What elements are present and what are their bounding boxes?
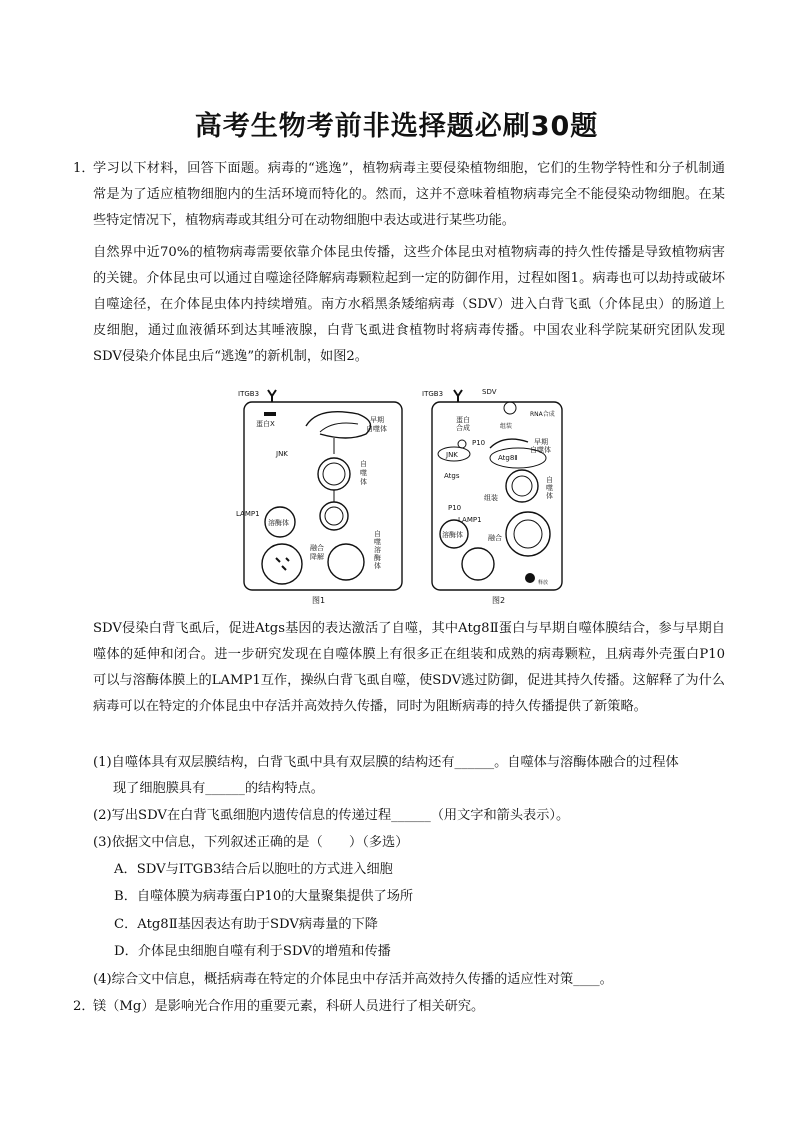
fig2-autophagosome: [506, 470, 538, 502]
fig2-early-membrane: [490, 439, 528, 448]
fig1-protein-x-icon: [264, 412, 276, 416]
fig1-auto-label-3: 体: [360, 478, 367, 486]
question-1-number: 1．: [73, 161, 95, 176]
fig1-jnk-label: JNK: [276, 450, 288, 458]
figure-2: [422, 388, 555, 605]
fig2-rna-label: RNA合成: [530, 411, 555, 418]
fig1-lyso-label: 溶酶体: [268, 519, 289, 527]
fig1-autolysosome: [328, 544, 364, 580]
fig1-early-label2: 自噬体: [366, 425, 387, 433]
fig1-al-label-1: 自: [374, 530, 381, 538]
fig1-degrade-label-2: 降解: [310, 553, 324, 561]
fig2-p-marker-icon: [458, 440, 466, 448]
fig1-early-inner-membrane: [320, 423, 358, 432]
fig2-assemble-label: 组装: [484, 494, 498, 502]
fig2-jnk-label: JNK: [446, 451, 458, 459]
fig1-early-label: 早期: [370, 416, 384, 424]
fig1-caption: 图1: [312, 596, 326, 605]
fig2-auto-label-1: 自: [546, 476, 553, 484]
fig2-released-virus-icon: [525, 573, 535, 583]
fig1-al-label-3: 溶: [374, 546, 381, 554]
fig1-lamp1-label: LAMP1: [236, 510, 260, 518]
question-1-intro: 学习以下材料，回答下面题。病毒的“逃逸”，植物病毒主要侵染植物细胞，它们的生物学特性和分子机制通常是为了适应植物细胞内的生活环境而特化的。然而，这并不意味着植物病毒完全不能侵染动物细胞。在某些特定情况下，植物病毒或其组分可在动物细胞中表达或进行某些功能。: [93, 161, 725, 228]
fig2-auto-label-2: 噬: [546, 484, 553, 492]
option-c: C．Atg8Ⅱ基因表达有助于SDV病毒量的下降: [114, 917, 378, 932]
option-d: D．介体昆虫细胞自噬有利于SDV的增殖和传播: [114, 944, 391, 959]
fig2-early-label2: 自噬体: [530, 446, 551, 454]
fig1-al-label-2: 噬: [374, 538, 381, 546]
fig2-atg8-label: Atg8Ⅱ: [498, 454, 518, 462]
fig2-lyso-label: 溶酶体: [442, 531, 463, 539]
fig1-auto-label-1: 自: [360, 460, 367, 468]
fig1-auto-label-2: 噬: [360, 469, 367, 477]
fig2-caption: 图2: [492, 596, 506, 605]
fig2-itgb3-receptor-icon: [454, 390, 462, 402]
fig1-autolysosome-left: [262, 544, 302, 584]
fig1-degrade-label-1: 融合: [310, 544, 324, 552]
question-1-mechanism: SDV侵染白背飞虱后，促进Atgs基因的表达激活了自噬，其中Atg8Ⅱ蛋白与早期自噬体膜结合，参与早期自噬体的延伸和闭合。进一步研究发现在自噬体膜上有很多正在组装和成熟的病毒颗粒，且病毒外壳蛋白P10可以与溶酶体膜上的LAMP1互作，操纵白背飞虱自噬，使SDV逃过防御，促进其持久传播。这解释了为什么病毒可以在特定的介体昆虫中存活并高效持久传播，同时为阻断病毒的持久传播提供了新策略。: [93, 621, 725, 714]
option-a: A．SDV与ITGB3结合后以胞吐的方式进入细胞: [114, 862, 393, 877]
question-2-text: 镁（Mg）是影响光合作用的重要元素，科研人员进行了相关研究。: [93, 999, 485, 1014]
sub-question-1-line-1: (1)自噬体具有双层膜结构，白背飞虱中具有双层膜的结构还有______。自噬体与溶酶体融合的过程体: [93, 755, 679, 770]
sub-question-1-line-2: 现了细胞膜具有______的结构特点。: [113, 781, 324, 796]
fig2-p10b-label: P10: [448, 504, 462, 512]
question-2-number: 2．: [73, 999, 95, 1014]
sub-question-1: [93, 750, 725, 802]
fig1-autophagosome-2: [320, 502, 348, 530]
sub-question-4: (4)综合文中信息，概括病毒在特定的介体昆虫中存活并高效持久传播的适应性对策____。: [93, 972, 613, 987]
fig1-al-label-4: 酶: [374, 554, 381, 562]
option-b: B．自噬体膜为病毒蛋白P10的大量聚集提供了场所: [114, 889, 414, 904]
fig2-protein-label-2: 合成: [456, 424, 470, 432]
fig2-itgb3-label: ITGB3: [422, 390, 444, 398]
sub-question-3: (3)依据文中信息，下列叙述正确的是（ ）（多选）: [93, 835, 409, 850]
figure-autophagy-diagrams: [228, 382, 578, 608]
fig2-autophagosome-inner: [512, 476, 532, 496]
fig1-al-label-5: 体: [374, 562, 381, 570]
fig1-autophagosome-2-inner: [325, 507, 343, 525]
sub-question-2: (2)写出SDV在白背飞虱细胞内遗传信息的传递过程______（用文字和箭头表示）。: [93, 808, 570, 823]
fig2-autolysosome-lower: [462, 548, 494, 580]
fig1-itgb3-receptor-icon: [268, 390, 276, 402]
fig2-auto-label-3: 体: [546, 492, 553, 500]
figure-1: [236, 390, 387, 605]
fig1-itgb3-label: ITGB3: [238, 390, 260, 398]
fig2-early-label: 早期: [534, 438, 548, 446]
fig2-protein-label-1: 蛋白: [456, 416, 470, 424]
page-title: 高考生物考前非选择题必刷30题: [194, 111, 599, 142]
fig2-lamp1-label: LAMP1: [458, 516, 482, 524]
fig1-degraded-debris: [276, 558, 289, 570]
fig2-release-label: 释放: [538, 580, 549, 586]
fig1-protein-x-label: 蛋白X: [256, 420, 275, 428]
fig2-sdv-particle-icon: [504, 402, 516, 414]
fig1-autophagosome-inner: [323, 463, 345, 485]
fig2-atgs-label: Atgs: [444, 472, 460, 480]
fig2-sdv-label: SDV: [482, 388, 497, 396]
fig2-fusion-label: 融合: [488, 534, 502, 542]
fig2-autolysosome: [506, 512, 550, 556]
fig2-autolysosome-inner: [514, 520, 542, 548]
fig2-assemble-top-label: 组装: [500, 423, 513, 430]
fig1-early-autophagosome-membrane: [306, 412, 371, 438]
question-1-material: 自然界中近70%的植物病毒需要依靠介体昆虫传播，这些介体昆虫对植物病毒的持久性传播是导致植物病害的关键。介体昆虫可以通过自噬途径降解病毒颗粒起到一定的防御作用，过程如图1。病毒也可以劫持或破坏自噬途径，在介体昆虫体内持续增殖。南方水稻黑条矮缩病毒（SDV）进入白背飞虱（介体昆虫）的肠道上皮细胞，通过血液循环到达其唾液腺，白背飞虱进食植物时将病毒传播。中国农业科学院某研究团队发现SDV侵染介体昆虫后“逃逸”的新机制，如图2。: [93, 245, 725, 364]
fig2-p10-label: P10: [472, 439, 486, 447]
